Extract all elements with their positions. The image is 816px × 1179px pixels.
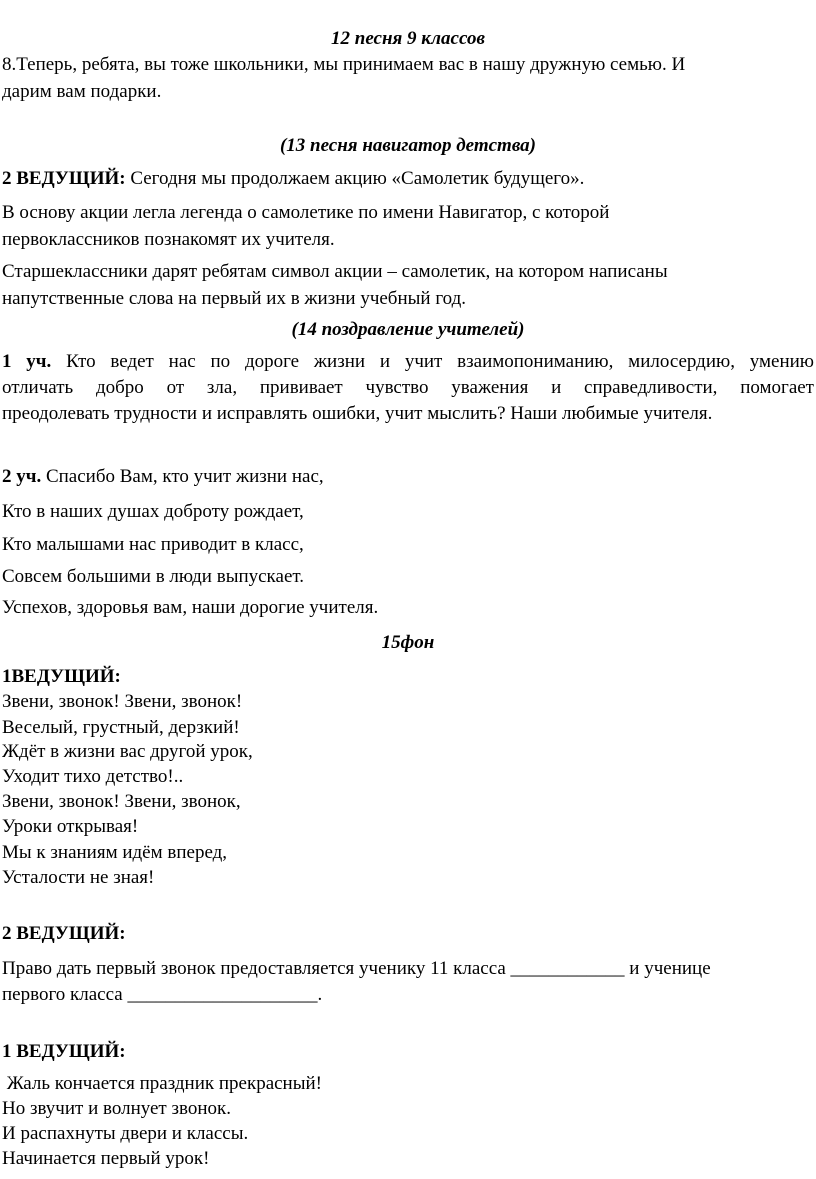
poem-1-line: Ждёт в жизни вас другой урок, xyxy=(2,741,253,762)
speaker-label: 2 уч. xyxy=(2,466,42,487)
teacher-2-text: Спасибо Вам, кто учит жизни нас, xyxy=(41,466,324,487)
bell-line-2: первого класса ____________________. xyxy=(2,984,323,1005)
teacher-2-line-1 xyxy=(2,464,324,490)
poem-1-line: Уходит тихо детство!.. xyxy=(2,766,184,787)
poem-2-line: Начинается первый урок! xyxy=(2,1148,210,1169)
lead-2-paragraph xyxy=(2,166,584,192)
bell-line-1: Право дать первый звонок предоставляется ученику 11 класса ____________ и ученице xyxy=(2,958,711,979)
lead-1-label: 1ВЕДУЩИЙ: xyxy=(2,666,121,687)
paragraph-8-line-1: 8.Теперь, ребята, вы тоже школьники, мы принимаем вас в нашу дружную семью. И xyxy=(2,54,686,75)
poem-1-line: Звени, звонок! Звени, звонок, xyxy=(2,791,241,812)
poem-2-line: И распахнуты двери и классы. xyxy=(2,1123,249,1144)
teacher-1-line-1 xyxy=(2,349,814,375)
poem-1-line: Мы к знаниям идём вперед, xyxy=(2,842,228,863)
poem-2-line: Жаль кончается праздник прекрасный! xyxy=(2,1073,322,1094)
speaker-label: 1 уч. xyxy=(2,351,52,372)
teacher-2-line-4: Совсем большими в люди выпускает. xyxy=(2,566,304,587)
lead-1b-label: 1 ВЕДУЩИЙ: xyxy=(2,1041,126,1062)
speaker-label: 2 ВЕДУЩИЙ: xyxy=(2,168,126,189)
poem-1-line: Звени, звонок! Звени, звонок! xyxy=(2,691,243,712)
paragraph-8-line-2: дарим вам подарки. xyxy=(2,81,162,102)
teacher-1-line-3: преодолевать трудности и исправлять ошибки, учит мыслить? Наши любимые учителя. xyxy=(2,403,713,424)
poem-1-line: Веселый, грустный, дерзкий! xyxy=(2,717,240,738)
lead-2b-label: 2 ВЕДУЩИЙ: xyxy=(2,923,126,944)
basis-line-1: В основу акции легла легенда о самолетике по имени Навигатор, с которой xyxy=(2,202,610,223)
poem-1-line: Усталости не зная! xyxy=(2,867,155,888)
teacher-1-text: Кто ведет нас по дороге жизни и учит взаимопониманию, милосердию, умению xyxy=(51,351,814,372)
teacher-2-line-5: Успехов, здоровья вам, наши дорогие учителя. xyxy=(2,597,379,618)
senior-line-2: напутственные слова на первый их в жизни учебный год. xyxy=(2,288,467,309)
heading-14: (14 поздравление учителей) xyxy=(291,319,525,340)
heading-15: 15фон xyxy=(381,632,435,653)
poem-2-line: Но звучит и волнует звонок. xyxy=(2,1098,231,1119)
speaker-text: Сегодня мы продолжаем акцию «Самолетик будущего». xyxy=(125,168,585,189)
teacher-1-line-2: отличать добро от зла, прививает чувство уважения и справедливости, помогает xyxy=(2,377,814,398)
basis-line-2: первоклассников познакомят их учителя. xyxy=(2,229,335,250)
poem-1-line: Уроки открывая! xyxy=(2,816,139,837)
heading-song-12: 12 песня 9 классов xyxy=(331,28,485,49)
heading-song-13: (13 песня навигатор детства) xyxy=(279,135,537,156)
teacher-2-line-3: Кто малышами нас приводит в класс, xyxy=(2,534,304,555)
senior-line-1: Старшеклассники дарят ребятам символ акции – самолетик, на котором написаны xyxy=(2,261,668,282)
teacher-2-line-2: Кто в наших душах доброту рождает, xyxy=(2,501,304,522)
